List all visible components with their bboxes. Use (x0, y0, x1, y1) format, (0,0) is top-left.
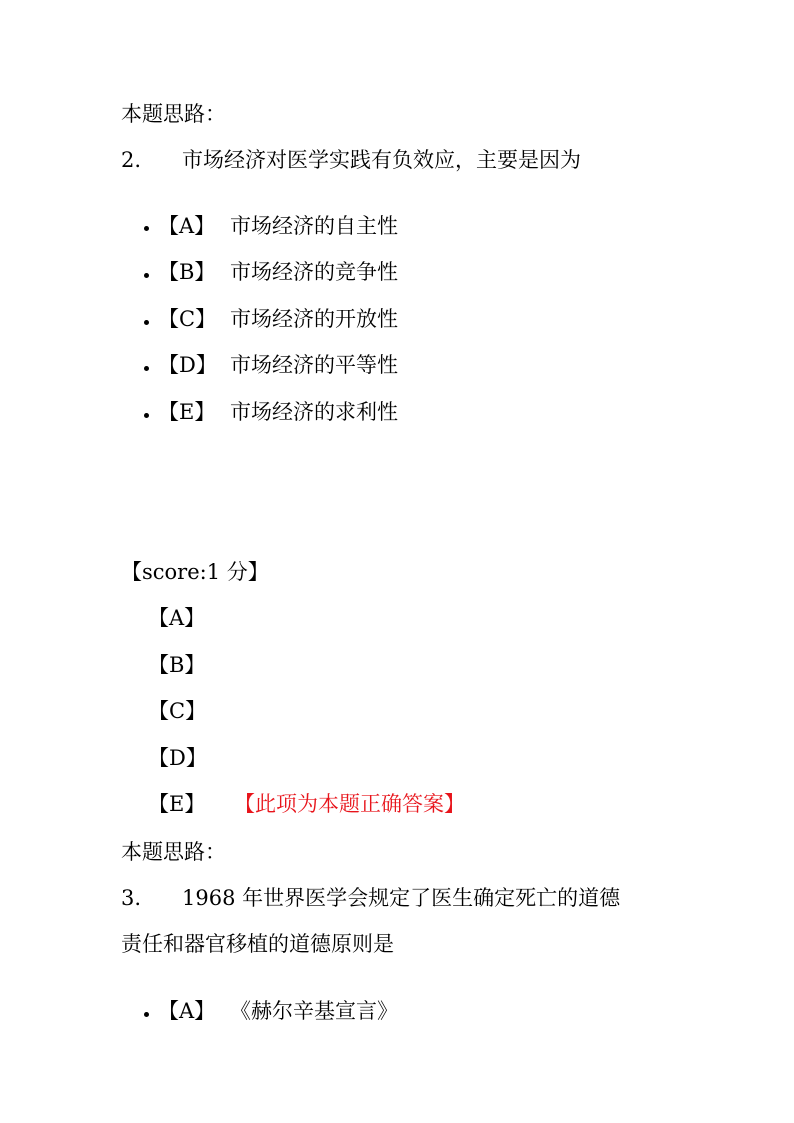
option-label: 【A】 (158, 999, 216, 1023)
correct-answer-note: 【此项为本题正确答案】 (234, 792, 465, 816)
option-text: 《赫尔辛基宣言》 (230, 999, 398, 1023)
bullet-icon (144, 413, 149, 418)
option-text: 市场经济的竞争性 (230, 260, 398, 284)
bullet-icon (144, 1012, 149, 1017)
bullet-icon (144, 320, 149, 325)
option-text: 市场经济的自主性 (230, 214, 398, 238)
question-stem: 市场经济对医学实践有负效应，主要是因为 (182, 148, 581, 172)
option-label: 【E】 (158, 400, 216, 424)
answer-item: 【B】 (148, 653, 206, 677)
bullet-icon (144, 226, 149, 231)
option-text: 市场经济的求利性 (230, 400, 398, 424)
thinking-label: 本题思路： (121, 102, 226, 126)
thinking-label: 本题思路： (121, 840, 226, 864)
option-text: 市场经济的开放性 (230, 307, 398, 331)
question-number: 2. (121, 148, 142, 172)
bullet-icon (144, 273, 149, 278)
question-stem-continued: 责任和器官移植的道德原则是 (121, 932, 394, 956)
answer-item: 【A】 (148, 606, 206, 630)
question-number: 3. (121, 886, 142, 910)
score-label: 【score:1 分】 (121, 560, 269, 584)
option-text: 市场经济的平等性 (230, 353, 398, 377)
answer-item: 【C】 (148, 699, 207, 723)
option-label: 【A】 (158, 214, 216, 238)
option-label: 【D】 (158, 353, 217, 377)
answer-item: 【E】 (148, 792, 206, 816)
option-label: 【B】 (158, 260, 216, 284)
answer-item: 【D】 (148, 746, 207, 770)
question-stem: 1968 年世界医学会规定了医生确定死亡的道德 (182, 886, 621, 910)
bullet-icon (144, 366, 149, 371)
option-label: 【C】 (158, 307, 217, 331)
